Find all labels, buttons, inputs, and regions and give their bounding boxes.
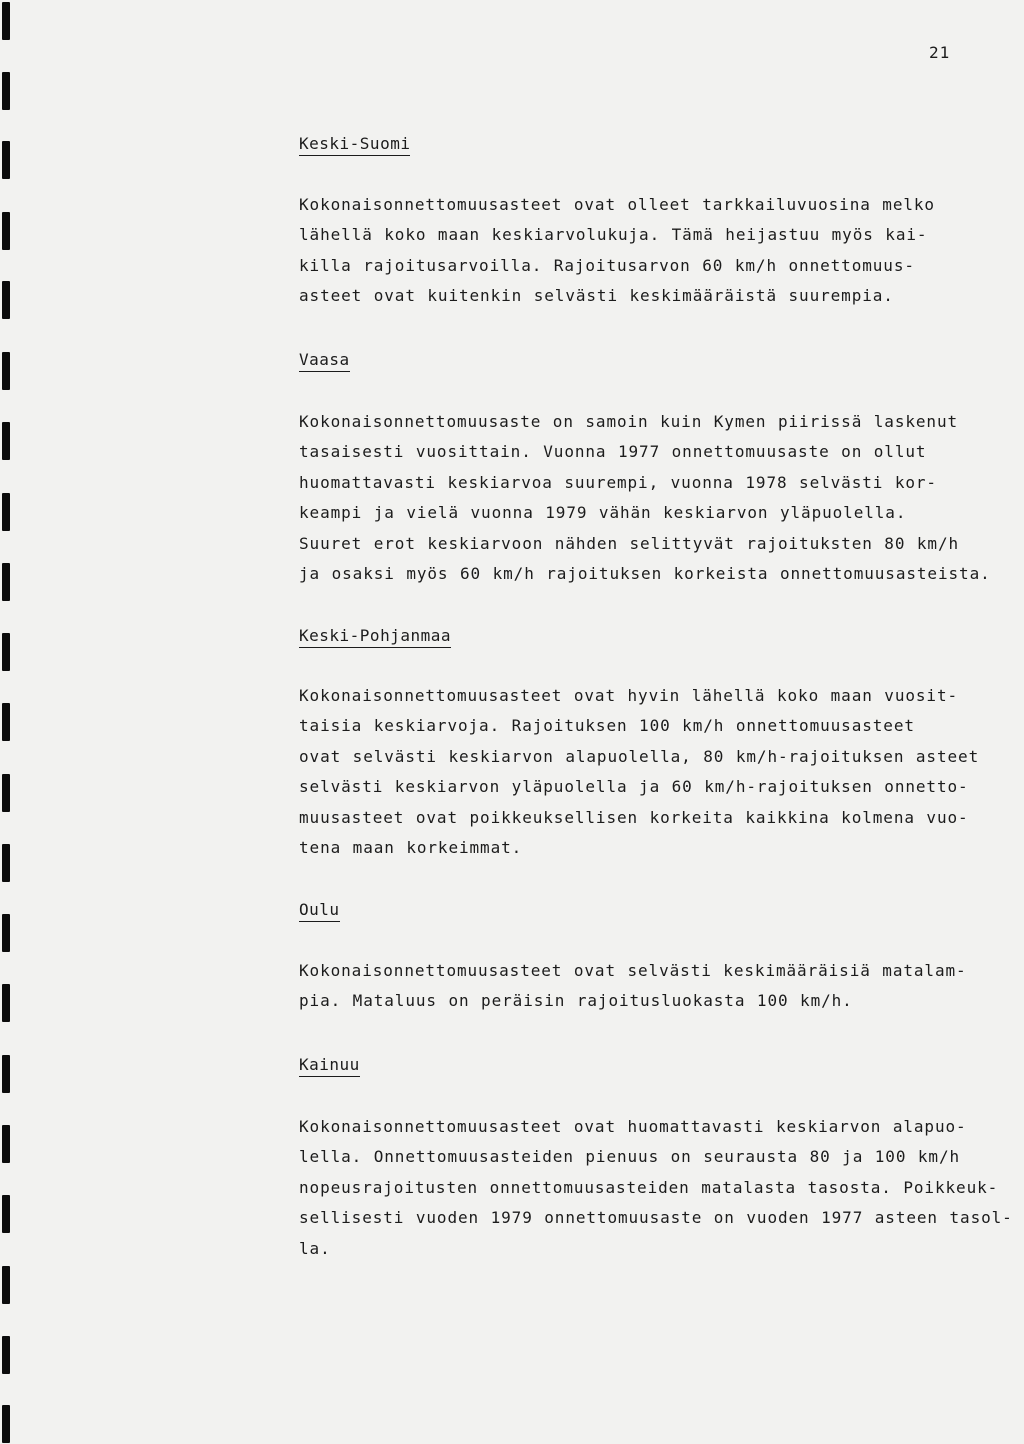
binding-hole-mark — [2, 1405, 10, 1443]
binding-hole-mark — [2, 1336, 10, 1374]
paragraph-line: ovat selvästi keskiarvon alapuolella, 80 km/h-rajoituksen asteet — [299, 746, 980, 766]
binding-hole-mark — [2, 141, 10, 179]
binding-hole-mark — [2, 1266, 10, 1304]
binding-hole-mark — [2, 1125, 10, 1163]
binding-hole-mark — [2, 774, 10, 812]
binding-hole-mark — [2, 493, 10, 531]
section-paragraph-vaasa — [299, 407, 989, 589]
paragraph-line: Kokonaisonnettomuusasteet ovat olleet tarkkailuvuosina melko — [299, 195, 935, 214]
section-paragraph-oulu — [299, 956, 989, 1017]
paragraph-line: Suuret erot keskiarvoon nähden selittyvät rajoituksten 80 km/h — [299, 533, 960, 553]
binding-hole-mark — [2, 984, 10, 1022]
binding-hole-mark — [2, 72, 10, 110]
paragraph-line: killa rajoitusarvoilla. Rajoitusarvon 60 km/h onnettomuus- — [299, 255, 915, 275]
section-heading-keski-suomi: Keski-Suomi — [299, 134, 410, 156]
binding-hole-mark — [2, 914, 10, 952]
section-heading-kainuu: Kainuu — [299, 1055, 360, 1077]
binding-hole-mark — [2, 212, 10, 250]
paragraph-line: ja osaksi myös 60 km/h rajoituksen korkeista onnettomuusasteista. — [299, 564, 991, 584]
paragraph-line: lähellä koko maan keskiarvolukuja. Tämä heijastuu myös kai- — [299, 225, 928, 245]
comb-binding — [0, 0, 14, 1444]
section-heading-vaasa: Vaasa — [299, 350, 350, 372]
paragraph-line: Kokonaisonnettomuusasteet ovat huomattavasti keskiarvon alapuo- — [299, 1117, 967, 1136]
paragraph-line: Kokonaisonnettomuusasteet ovat selvästi keskimääräisiä matalam- — [299, 961, 967, 980]
paragraph-line: la. — [299, 1238, 331, 1258]
section-paragraph-keski-suomi — [299, 190, 989, 312]
binding-hole-mark — [2, 352, 10, 390]
paragraph-line: huomattavasti keskiarvoa suurempi, vuonna 1978 selvästi kor- — [299, 472, 937, 492]
binding-hole-mark — [2, 844, 10, 882]
binding-hole-mark — [2, 633, 10, 671]
paragraph-line: Kokonaisonnettomuusasteet ovat hyvin lähellä koko maan vuosit- — [299, 686, 959, 705]
binding-hole-mark — [2, 1055, 10, 1093]
paragraph-line: taisia keskiarvoja. Rajoituksen 100 km/h onnettomuusasteet — [299, 716, 915, 736]
page-number: 21 — [929, 43, 951, 62]
paragraph-line: pia. Mataluus on peräisin rajoitusluokasta 100 km/h. — [299, 991, 853, 1011]
section-paragraph-kainuu — [299, 1112, 1013, 1264]
binding-hole-mark — [2, 422, 10, 460]
paragraph-line: keampi ja vielä vuonna 1979 vähän keskiarvon yläpuolella. — [299, 503, 907, 523]
binding-hole-mark — [2, 281, 10, 319]
section-heading-keski-pohjanmaa: Keski-Pohjanmaa — [299, 626, 451, 648]
binding-hole-mark — [2, 563, 10, 601]
paragraph-line: Kokonaisonnettomuusaste on samoin kuin Kymen piirissä laskenut — [299, 412, 959, 431]
paragraph-line: sellisesti vuoden 1979 onnettomuusaste on vuoden 1977 asteen tasol- — [299, 1208, 1013, 1228]
paragraph-line: nopeusrajoitusten onnettomuusasteiden matalasta tasosta. Poikkeuk- — [299, 1177, 999, 1197]
paragraph-line: selvästi keskiarvon yläpuolella ja 60 km/h-rajoituksen onnetto- — [299, 777, 969, 797]
binding-hole-mark — [2, 703, 10, 741]
section-paragraph-keski-pohjanmaa — [299, 681, 989, 863]
binding-hole-mark — [2, 2, 10, 40]
paragraph-line: asteet ovat kuitenkin selvästi keskimääräistä suurempia. — [299, 286, 894, 306]
binding-hole-mark — [2, 1195, 10, 1233]
paragraph-line: muusasteet ovat poikkeuksellisen korkeita kaikkina kolmena vuo- — [299, 807, 969, 827]
section-heading-oulu: Oulu — [299, 900, 340, 922]
paragraph-line: lella. Onnettomuusasteiden pienuus on seurausta 80 ja 100 km/h — [299, 1147, 961, 1167]
paragraph-line: tena maan korkeimmat. — [299, 838, 523, 858]
paragraph-line: tasaisesti vuosittain. Vuonna 1977 onnettomuusaste on ollut — [299, 442, 927, 462]
